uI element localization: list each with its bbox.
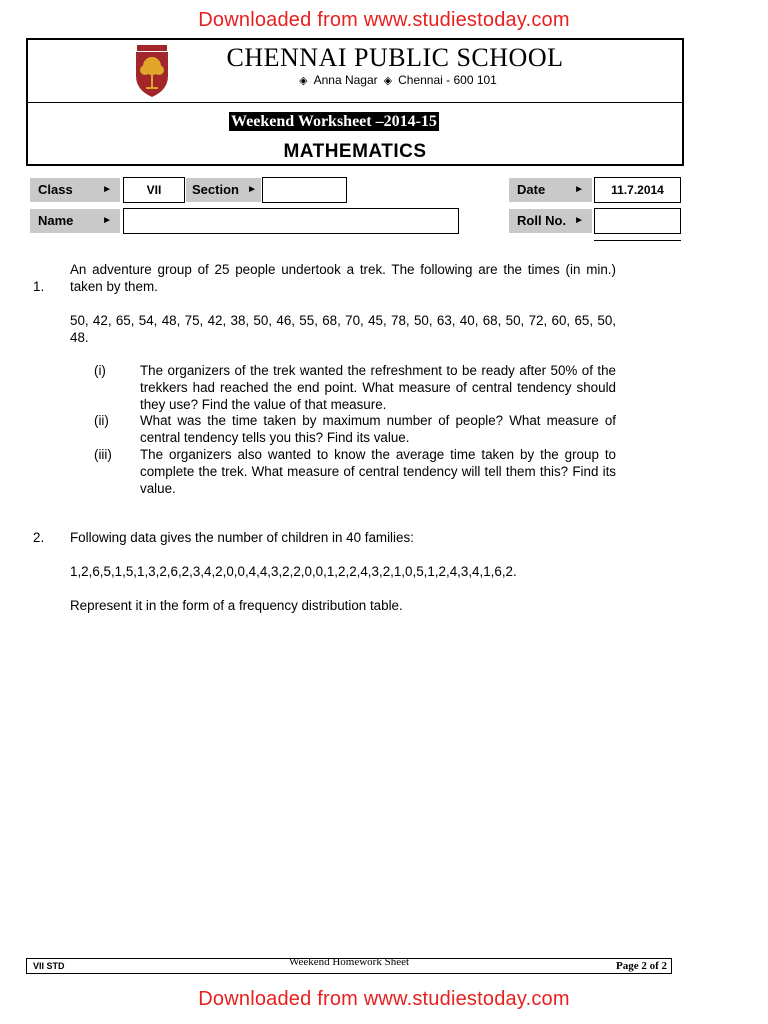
name-field[interactable]: [123, 208, 459, 234]
page-footer: [26, 958, 672, 974]
class-label: Class ►: [30, 178, 120, 202]
school-address: [28, 73, 682, 87]
subpart-label: (i): [94, 363, 106, 378]
address-locality: Anna Nagar: [313, 73, 378, 87]
subpart-text: What was the time taken by maximum number of people? What measure of central tendency tells you this? Find its value.: [140, 413, 616, 445]
address-city: Chennai - 600 101: [398, 73, 497, 87]
diamond-icon: ◈: [299, 75, 308, 87]
footer-title: Weekend Homework Sheet: [288, 956, 410, 968]
name-label: Name ►: [30, 209, 120, 233]
subpart-label: (ii): [94, 413, 109, 428]
date-field[interactable]: 11.7.2014: [594, 177, 681, 203]
footer-class: VII STD: [33, 961, 65, 971]
worksheet-title: Weekend Worksheet –2014-15: [231, 113, 437, 130]
school-name: CHENNAI PUBLIC SCHOOL: [226, 43, 564, 72]
subject-title: MATHEMATICS: [283, 141, 427, 162]
roll-no-label: Roll No. ►: [509, 209, 592, 233]
section-label: Section ►: [186, 178, 261, 202]
roll-no-field[interactable]: [594, 208, 681, 234]
arrow-icon: ►: [102, 184, 112, 195]
question-data: 50, 42, 65, 54, 48, 75, 42, 38, 50, 46, 55, 68, 70, 45, 78, 50, 63, 40, 68, 50, 72, 60, 65, 50, 48.: [70, 313, 616, 345]
class-field[interactable]: VII: [123, 177, 185, 203]
rule-line: [594, 240, 681, 241]
date-label: Date ►: [509, 178, 592, 202]
question-data: 1,2,6,5,1,5,1,3,2,6,2,3,4,2,0,0,4,4,3,2,2,0,0,1,2,2,4,3,2,1,0,5,1,2,4,3,4,1,6,2.: [70, 564, 517, 579]
subpart-text: The organizers also wanted to know the average time taken by the group to complete the trek. What measure of central tendency will tell them this? Find its value.: [140, 447, 616, 496]
header-divider: [28, 102, 682, 103]
arrow-icon: ►: [574, 184, 584, 195]
section-field[interactable]: [262, 177, 347, 203]
watermark-top: Downloaded from www.studiestoday.com: [198, 9, 570, 31]
question-number: 1.: [33, 279, 45, 294]
question-number: 2.: [33, 530, 45, 545]
arrow-icon: ►: [102, 215, 112, 226]
subpart-label: (iii): [94, 447, 112, 462]
arrow-icon: ►: [247, 184, 257, 195]
question-text: An adventure group of 25 people undertook a trek. The following are the times (in min.) taken by them.: [70, 262, 616, 294]
question-instruction: Represent it in the form of a frequency distribution table.: [70, 598, 403, 613]
school-header: [26, 38, 684, 166]
subpart-text: The organizers of the trek wanted the refreshment to be ready after 50% of the trekkers had reached the end point. What measure of central tendency should they use? Find the value of that measure.: [140, 363, 616, 412]
arrow-icon: ►: [574, 215, 584, 226]
watermark-bottom: Downloaded from www.studiestoday.com: [198, 988, 570, 1010]
page-number: Page 2 of 2: [615, 960, 667, 972]
question-text: Following data gives the number of children in 40 families:: [70, 530, 414, 545]
diamond-icon: ◈: [383, 75, 393, 87]
